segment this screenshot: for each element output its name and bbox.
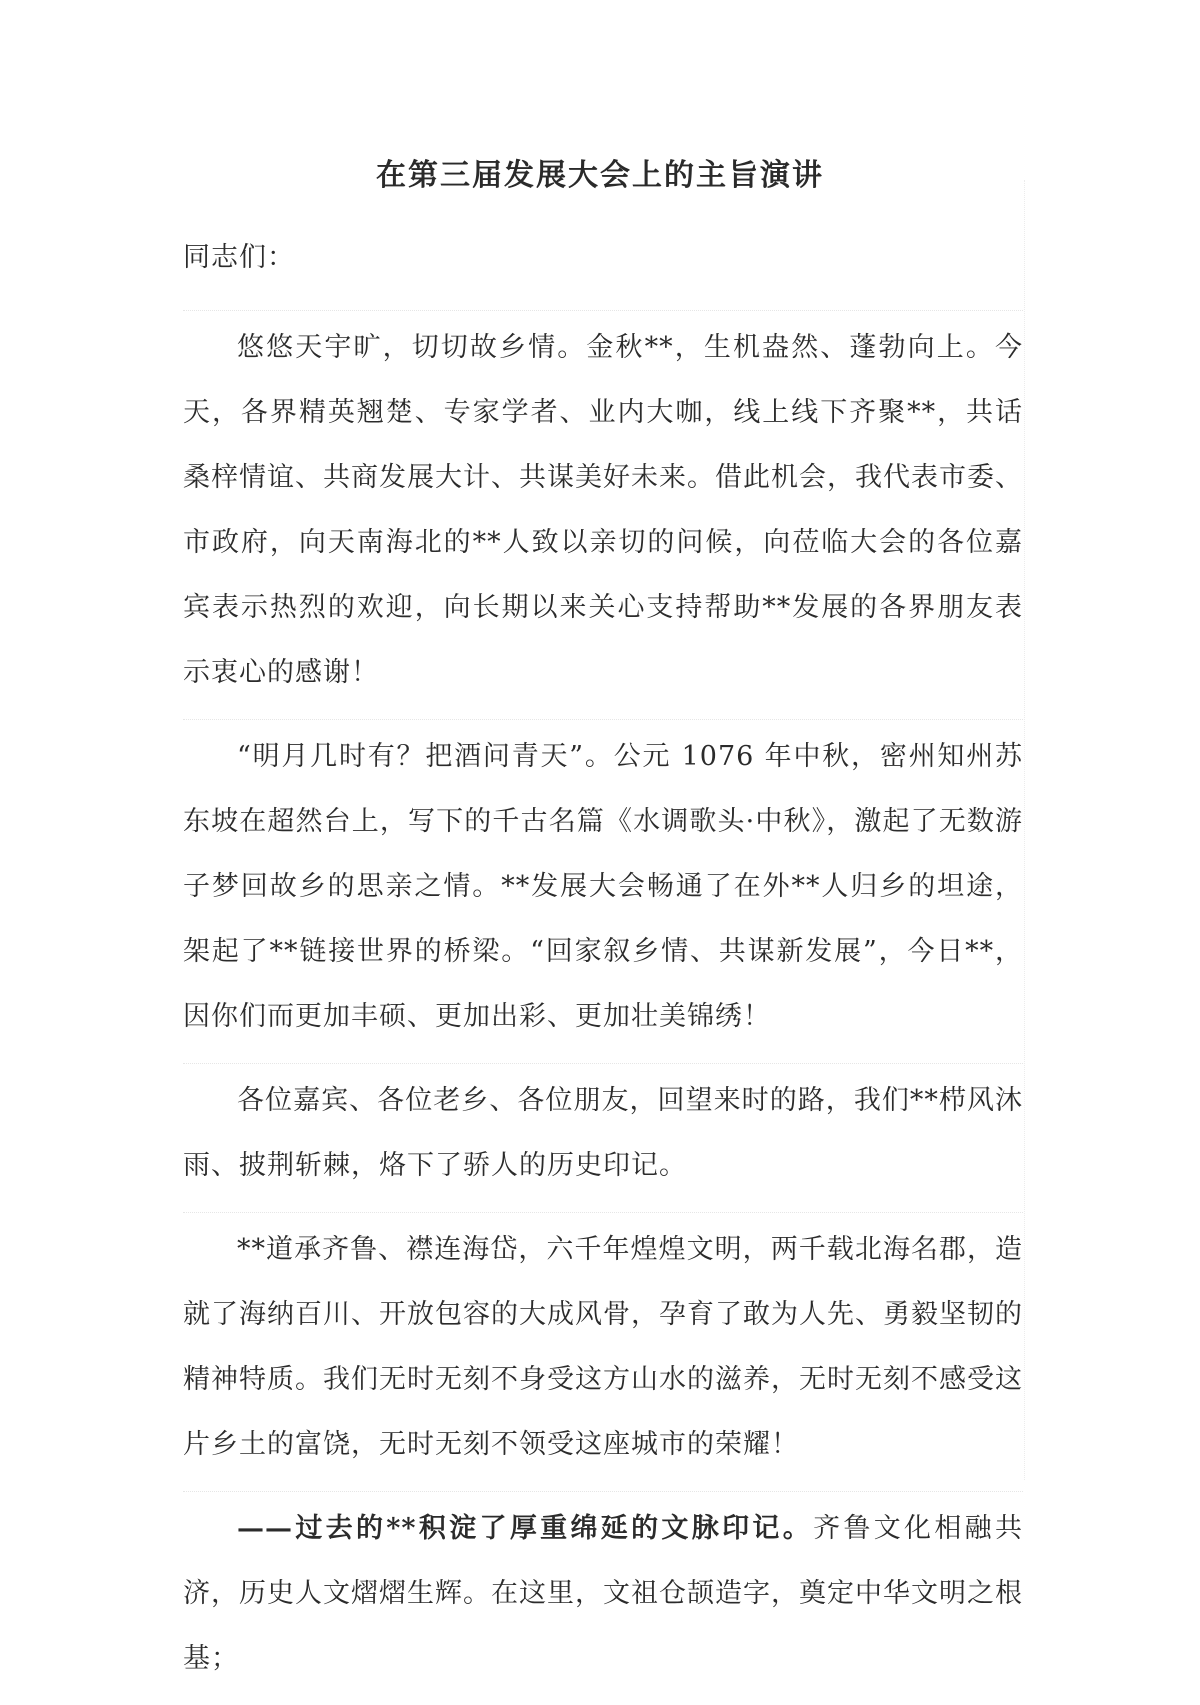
paragraph-3 xyxy=(183,1063,1023,1198)
paragraph-lead-heading: ——过去的**积淀了厚重绵延的文脉印记。 xyxy=(237,1513,814,1544)
paragraph-2 xyxy=(183,719,1023,1049)
paragraph-4 xyxy=(183,1212,1023,1477)
paragraph-text: 各位嘉宾、各位老乡、各位朋友，回望来时的路，我们**栉风沐雨、披荆斩棘，烙下了骄人的历史印记。 xyxy=(183,1085,1023,1181)
paragraph-5 xyxy=(183,1491,1023,1691)
paragraph-text: 齐鲁文化相融共济，历史人文熠熠生辉。在这里，文祖仓颉造字，奠定中华文明之根基； xyxy=(183,1513,1023,1674)
margin-guide xyxy=(1024,180,1025,1480)
paragraph-text: “明月几时有？把酒问青天”。公元 1076 年中秋，密州知州苏东坡在超然台上，写下的千古名篇《水调歌头·中秋》，激起了无数游子梦回故乡的思亲之情。**发展大会畅通了在外**人归乡的坦途，架起了**链接世界的桥梁。“回家叙乡情、共谋新发展”，今日**，因你们而更加丰硕、更加出彩、更加壮美锦绣！ xyxy=(183,741,1023,1032)
document-body xyxy=(183,240,1023,1705)
salutation: 同志们： xyxy=(183,242,295,273)
paragraph-text: 悠悠天宇旷，切切故乡情。金秋**，生机盎然、蓬勃向上。今天，各界精英翘楚、专家学者、业内大咖，线上线下齐聚**，共话桑梓情谊、共商发展大计、共谋美好未来。借此机会，我代表市委、市政府，向天南海北的**人致以亲切的问候，向莅临大会的各位嘉宾表示热烈的欢迎，向长期以来关心支持帮助**发展的各界朋友表示衷心的感谢！ xyxy=(183,332,1023,688)
paragraph-text: **道承齐鲁、襟连海岱，六千年煌煌文明，两千载北海名郡，造就了海纳百川、开放包容的大成风骨，孕育了敢为人先、勇毅坚韧的精神特质。我们无时无刻不身受这方山水的滋养，无时无刻不感受这片乡土的富饶，无时无刻不领受这座城市的荣耀！ xyxy=(183,1234,1023,1460)
paragraph-1 xyxy=(183,310,1023,705)
document-title: 在第三届发展大会上的主旨演讲 xyxy=(376,158,824,193)
